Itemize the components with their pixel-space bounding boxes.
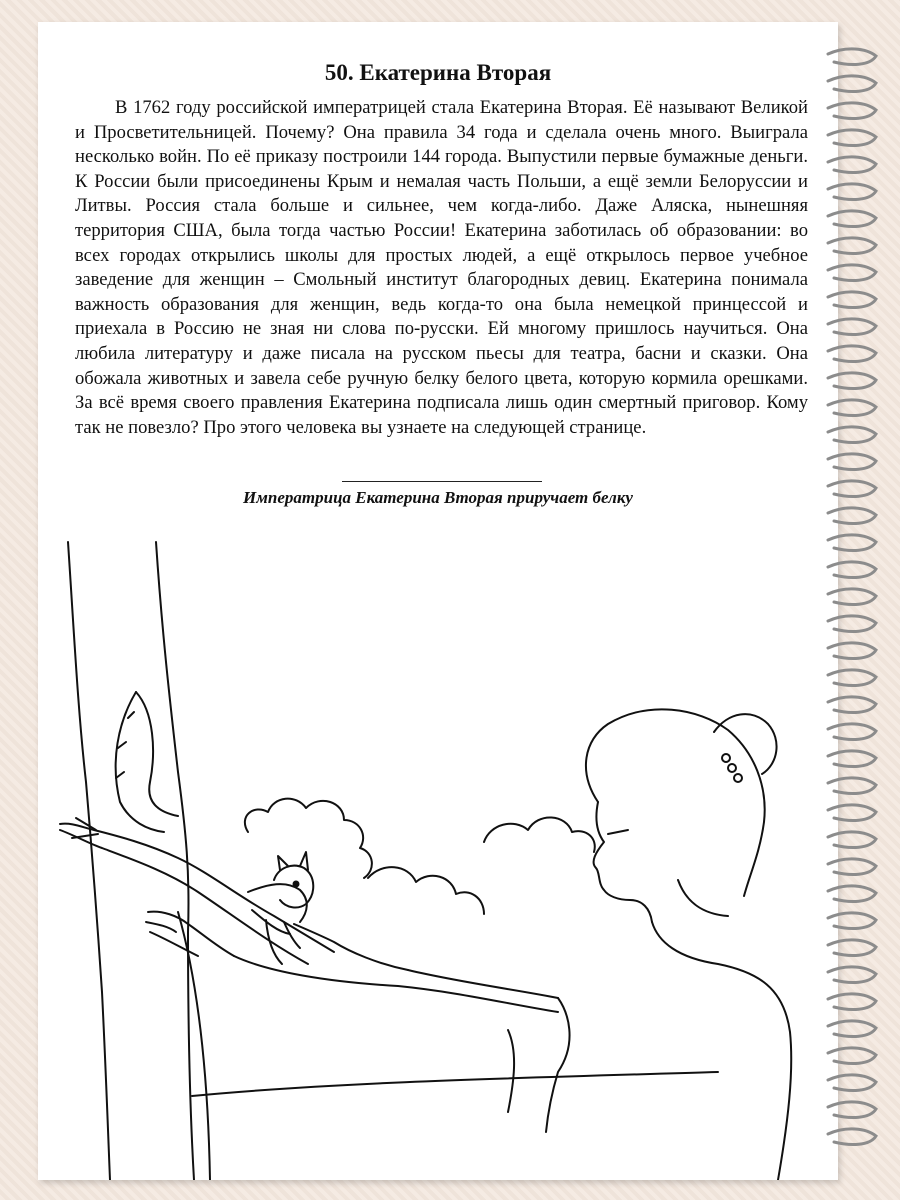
background-bushes [245, 799, 595, 914]
body-text: В 1762 году российской императрицей стала Екатерина Вторая. Её называют Великой и Просветительницей. Почему? Она правила 34 года и сделала очень много. Выиграла несколько войн. По её приказу построили 144 города. Выпустили первые бумажные деньги. К России были присоединены Крым и немалая часть Польши, а ещё земли Белоруссии и Литвы. Россия стала больше и сильнее, чем когда-либо. Даже Аляска, нынешняя территория США, была тогда частью России! Екатерина заботилась об образовании: во всех городах открылись школы для простых людей, а ещё открылось первое учебное заведение для женщин – Смольный институт благородных девиц. Екатерина понимала важность образования для женщин, ведь когда-то она была немецкой принцессой и приехала в Россию не зная ни слова по-русски. Ей многому пришлось научиться. Она любила литературу и даже писала на русском пьесы для театра, басни и сказки. Она обожала животных и завела себе ручную белку белого цвета, которую кормила орешками. За всё время своего правления Екатерина подписала лишь один смертный приговор. Кому так не повезло? Про этого человека вы узнаете на следующей странице. [75, 97, 808, 438]
illustration-caption: Императрица Екатерина Вторая приручает белку [243, 488, 633, 507]
spiral-binding [826, 44, 882, 1164]
squirrel [116, 692, 314, 964]
notebook-page [38, 22, 838, 1180]
spiral-coils [828, 49, 876, 1145]
caption-divider [342, 481, 542, 482]
tree-branch [60, 818, 334, 964]
tree-trunk [68, 542, 210, 1180]
page-title: 50. Екатерина Вторая [324, 60, 552, 85]
woman-figure [192, 709, 791, 1180]
hand [146, 912, 558, 1012]
coloring-illustration [38, 512, 838, 1180]
